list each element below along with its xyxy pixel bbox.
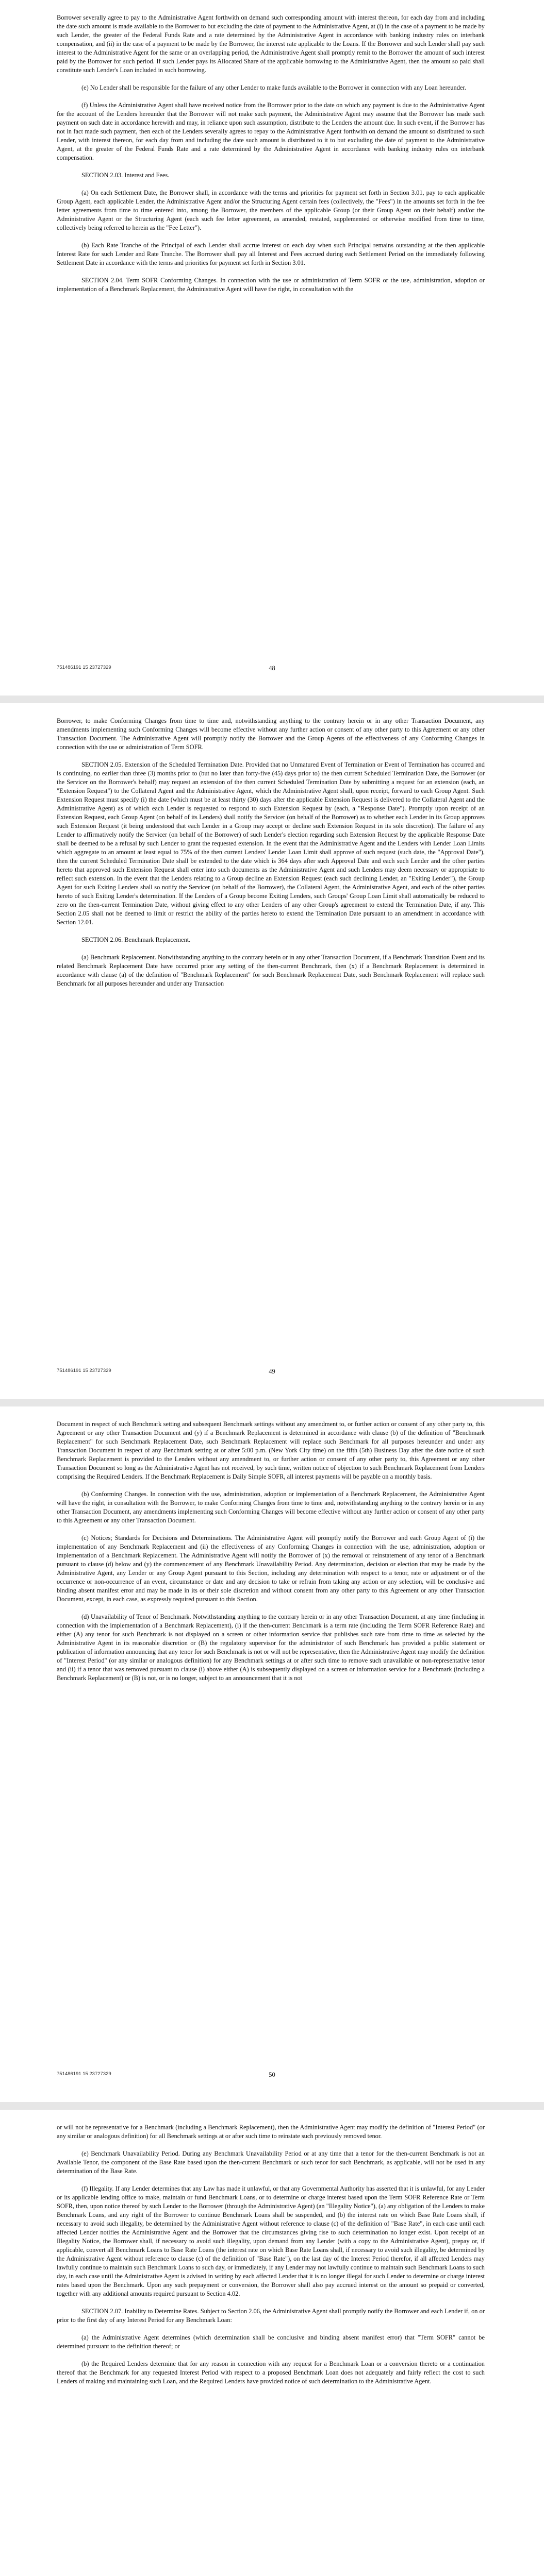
page-body	[57, 13, 485, 302]
paragraph: (e) No Lender shall be responsible for the failure of any other Lender to make funds available to the Borrower in connection with any Loan hereunder.	[81, 84, 466, 91]
paragraph: SECTION 2.05. Extension of the Scheduled Termination Date. Provided that no Unmatured Event of Termination or Event of Termination has occurred and is continuing, no earlier than three (3) months prior to (but no later than forty-five (45) days prior to) the then current Scheduled Termination Date, the Borrower (or the Servicer on the Borrower's behalf) may request an extension of the then current Scheduled Termination Date by submitting a request for an extension (each, an "Extension Request") to the Collateral Agent and the Administrative Agent, which the Administrative Agent shall, upon receipt, forward to each Group Agent. Such Extension Request must specify (i) the date (which must be at least thirty (30) days after the applicable Extension Request is delivered to the Collateral Agent and the Administrative Agent) as of which each Lender is requested to respond to such Extension Request by (each, a "Response Date"). Promptly upon receipt of an Extension Request, each Group Agent (on behalf of its Lenders) shall notify the Servicer (on behalf of the Borrower) as to whether each Lender in its Group approves such Extension Request (it being understood that each Lender in a Group may accept or decline such Extension Request in its sole discretion). The failure of any Lender to affirmatively notify the Servicer (on behalf of the Borrower) of such Lender's election regarding such Extension Request by the applicable Response Date shall be deemed to be a refusal by such Lender to grant the requested extension. In the event that the Administrative Agent and the Lenders with Lender Loan Limits which aggregate to an amount at least equal to 75% of the then current Lenders' Lender Loan Limit shall approve of such request (such date, the "Approval Date"), then the current Scheduled Termination Date shall be extended to the date which is 364 days after such Approval Date and each such Lender and the other parties hereto that approved such Extension Request shall enter into such documents as the Administrative Agent and such Lenders may deem necessary or appropriate to reflect such extension. In the event that the Lenders relating to a Group decline an Extension Request (each such declining Lender, an "Exiting Lender"), the Group Agent for such Exiting Lenders shall so notify the Servicer (on behalf of the Borrower), the Collateral Agent, the Administrative Agent, and each of the other parties hereto of such Exiting Lender's determination. If the Lenders of a Group become Exiting Lenders, such Groups' Group Loan Limit shall automatically be reduced to zero on the then-current Termination Date, without giving effect to any other Lenders of any other Group's agreement to extend the Termination Date, if any. This Section 2.05 shall not be deemed to limit or restrict the ability of the parties hereto to extend the Termination Date pursuant to an amendment in accordance with Section 12.01.	[57, 761, 485, 926]
document-page-51	[0, 2110, 544, 2576]
paragraph: Borrower, to make Conforming Changes from time to time and, notwithstanding anything to the contrary herein or in any other Transaction Document, any amendments implementing such Conforming Changes will become effective without any further action or consent of any other party to this Agreement or any other Transaction Document. The Administrative Agent will promptly notify the Borrower and the Group Agents of the effectiveness of any Conforming Changes in connection with the use or administration of Term SOFR.	[57, 717, 485, 751]
page-number: 49	[269, 1368, 275, 1375]
paragraph: (a) Benchmark Replacement. Notwithstanding anything to the contrary herein or in any other Transaction Document, if a Benchmark Transition Event and its related Benchmark Replacement Date have occurred prior any setting of the then-current Benchmark, then (x) if a Benchmark Replacement is determined in accordance with clause (a) of the definition of "Benchmark Replacement" for such Benchmark Replacement Date, such Benchmark Replacement will replace such Benchmark for all purposes hereunder and under any Transaction	[57, 954, 485, 987]
paragraph: Borrower severally agree to pay to the Administrative Agent forthwith on demand such corresponding amount with interest thereon, for each day from and including the date such amount is made available to the Borrower to but excluding the date of payment to the Administrative Agent, at (i) in the case of a payment to be made by such Lender, the greater of the Federal Funds Rate and a rate determined by the Administrative Agent in accordance with banking industry rules on interbank compensation, and (ii) in the case of a payment to be made by the Borrower, the interest rate applicable to the Loans. If the Borrower and such Lender shall pay such interest to the Administrative Agent for the same or an overlapping period, the Administrative Agent shall promptly remit to the Borrower the amount of such interest paid by the Borrower for such period. If such Lender pays its Allocated Share of the applicable borrowing to the Administrative Agent, then the amount so paid shall constitute such Lender's Loan included in such borrowing.	[57, 14, 485, 74]
document-page-50	[0, 1406, 544, 2102]
section-heading: SECTION 2.03. Interest and Fees.	[81, 172, 170, 179]
paragraph: (a) the Administrative Agent determines (which determination shall be conclusive and binding absent manifest error) that "Term SOFR" cannot be determined pursuant to the definition thereof; or	[57, 2334, 485, 2350]
page-body	[57, 2123, 485, 2395]
section-heading: SECTION 2.06. Benchmark Replacement.	[81, 936, 191, 943]
paragraph: (b) the Required Lenders determine that for any reason in connection with any request for a Benchmark Loan or a conversion thereto or a continuation thereof that the Benchmark for any requested Interest Period with respect to a proposed Benchmark Loan does not adequately and fairly reflect the cost to such Lenders of making and maintaining such Loan, and the Required Lenders have provided notice of such determination to the Administrative Agent.	[57, 2360, 485, 2385]
paragraph: SECTION 2.04. Term SOFR Conforming Changes. In connection with the use or administration of Term SOFR or the use, administration, adoption or implementation of a Benchmark Replacement, the Administrative Agent will have the right, in consultation with the	[57, 277, 485, 293]
paragraph: Document in respect of such Benchmark setting and subsequent Benchmark settings without any amendment to, or further action or consent of any other party to, this Agreement or any other Transaction Document and (y) if a Benchmark Replacement is determined in accordance with clause (b) of the definition of "Benchmark Replacement" for such Benchmark Replacement Date, such Benchmark Replacement will replace such Benchmark for all purposes hereunder and under any Transaction Document in respect of any Benchmark setting at or after 5:00 p.m. (New York City time) on the fifth (5th) Business Day after the date notice of such Benchmark Replacement is provided to the Lenders without any amendment to, or further action or consent of any other party to, this Agreement or any other Transaction Document so long as the Administrative Agent has not received, by such time, written notice of objection to such Benchmark Replacement from Lenders comprising the Required Lenders. If the Benchmark Replacement is Daily Simple SOFR, all interest payments will be payable on a monthly basis.	[57, 1420, 485, 1480]
paragraph: (b) Conforming Changes. In connection with the use, administration, adoption or implementation of a Benchmark Replacement, the Administrative Agent will have the right, in consultation with the Borrower, to make Conforming Changes from time to time and, notwithstanding anything to the contrary herein or in any other Transaction Document, any amendments implementing such Conforming Changes will become effective without any further action or consent of any other party to this Agreement or any other Transaction Document.	[57, 1490, 485, 1524]
page-body	[57, 1420, 485, 1691]
page-number: 50	[269, 2071, 275, 2078]
page-separator	[0, 696, 544, 703]
paragraph: (e) Benchmark Unavailability Period. During any Benchmark Unavailability Period or at any time that a tenor for the then-current Benchmark is not an Available Tenor, the component of the Base Rate based upon the then-current Benchmark or such tenor for such Benchmark, as applicable, will not be used in any determination of the Base Rate.	[57, 2150, 485, 2175]
document-page-48	[0, 0, 544, 696]
page-separator	[0, 1399, 544, 1406]
paragraph: (f) Unless the Administrative Agent shall have received notice from the Borrower prior to the date on which any payment is due to the Administrative Agent for the account of the Lenders hereunder that the Borrower will not make such payment, the Administrative Agent may assume that the Borrower has made such payment on such date in accordance herewith and may, in reliance upon such assumption, distribute to the Lenders the amount due. In such event, if the Borrower has not in fact made such payment, then each of the Lenders severally agrees to repay to the Administrative Agent forthwith on demand the amount so distributed to such Lender, with interest thereon, for each day from and including the date such amount is distributed to it to but excluding the date of payment to the Administrative Agent, at the greater of the Federal Funds Rate and a rate determined by the Administrative Agent in accordance with banking industry rules on interbank compensation.	[57, 101, 485, 161]
document-id: 751486191 15 23727329	[57, 1368, 111, 1374]
paragraph: (c) Notices; Standards for Decisions and Determinations. The Administrative Agent will promptly notify the Borrower and each Group Agent of (i) the implementation of any Benchmark Replacement and (ii) the effectiveness of any Conforming Changes in connection with the use, administration, adoption or implementation of a Benchmark Replacement. The Administrative Agent will notify the Borrower of (x) the removal or reinstatement of any tenor of a Benchmark pursuant to clause (d) below and (y) the commencement of any Benchmark Unavailability Period. Any determination, decision or election that may be made by the Administrative Agent, any Lender or any Group Agent pursuant to this Section, including any determination with respect to a tenor, rate or adjustment or of the occurrence or non-occurrence of an event, circumstance or date and any decision to take or refrain from taking any action or any selection, will be conclusive and binding absent manifest error and may be made in its or their sole discretion and without consent from any other party to this Agreement or any other Transaction Document, except, in each case, as expressly required pursuant to this Section.	[57, 1534, 485, 1603]
document-id: 751486191 15 23727329	[57, 665, 111, 670]
document-page-49	[0, 703, 544, 1399]
page-number: 48	[269, 665, 275, 672]
document-id: 751486191 15 23727329	[57, 2071, 111, 2077]
paragraph: (b) Each Rate Tranche of the Principal of each Lender shall accrue interest on each day when such Principal remains outstanding at the then applicable Interest Rate for such Lender and Rate Tranche. The Borrower shall pay all Interest and Fees accrued during each Settlement Period on the immediately following Settlement Date in accordance with the terms and priorities for payment set forth in Section 3.01.	[57, 242, 485, 266]
paragraph: (a) On each Settlement Date, the Borrower shall, in accordance with the terms and priorities for payment set forth in Section 3.01, pay to each applicable Group Agent, each applicable Lender, the Administrative Agent and/or the Structuring Agent certain fees (collectively, the "Fees") in the amounts set forth in the fee letter agreements from time to time entered into, among the Borrower, the members of the applicable Group (or their Group Agent on their behalf) and/or the Administrative Agent or the Structuring Agent (each such fee letter agreement, as amended, restated, supplemented or otherwise modified from time to time, collectively being referred to herein as the "Fee Letter").	[57, 189, 485, 231]
section-heading: SECTION 2.07. Inability to Determine Rates. Subject to Section 2.06, the Administrative Agent shall promptly notify the Borrower and each Lender if, on or prior to the first day of any Interest Period for any Benchmark Loan:	[57, 2308, 485, 2324]
paragraph: (d) Unavailability of Tenor of Benchmark. Notwithstanding anything to the contrary herein or in any other Transaction Document, at any time (including in connection with the implementation of a Benchmark Replacement), (i) if the then-current Benchmark is a term rate (including the Term SOFR Reference Rate) and either (A) any tenor for such Benchmark is not displayed on a screen or other information service that publishes such rate from time to time as selected by the Administrative Agent in its reasonable discretion or (B) the regulatory supervisor for the administrator of such Benchmark has provided a public statement or publication of information announcing that any tenor for such Benchmark is not or will not be representative, then the Administrative Agent may modify the definition of "Interest Period" (or any similar or analogous definition) for any Benchmark settings at or after such time to remove such unavailable or non-representative tenor and (ii) if a tenor that was removed pursuant to clause (i) above either (A) is subsequently displayed on a screen or information service for a Benchmark (including a Benchmark Replacement) or (B) is not, or is no longer, subject to an announcement that it is not	[57, 1613, 485, 1682]
page-separator	[0, 2102, 544, 2110]
paragraph: (f) Illegality. If any Lender determines that any Law has made it unlawful, or that any Governmental Authority has asserted that it is unlawful, for any Lender or its applicable lending office to make, maintain or fund Benchmark Loans, or to determine or charge interest based upon the Term SOFR Reference Rate or Term SOFR, then, upon notice thereof by such Lender to the Borrower (through the Administrative Agent) (an "Illegality Notice"), (a) any obligation of the Lenders to make Benchmark Loans, and any right of the Borrower to continue Benchmark Loans shall be suspended, and (b) the interest rate on which Base Rate Loans shall, if necessary to avoid such illegality, be determined by the Administrative Agent without reference to clause (c) of the definition of "Base Rate", in each case until each affected Lender notifies the Administrative Agent and the Borrower that the circumstances giving rise to such determination no longer exist. Upon receipt of an Illegality Notice, the Borrower shall, if necessary to avoid such illegality, upon demand from any Lender (with a copy to the Administrative Agent), prepay or, if applicable, convert all Benchmark Loans to Base Rate Loans (the interest rate on which Base Rate Loans shall, if necessary to avoid such illegality, be determined by the Administrative Agent without reference to clause (c) of the definition of "Base Rate"), on the last day of the Interest Period therefor, if all affected Lenders may lawfully continue to maintain such Benchmark Loans to such day, or immediately, if any Lender may not lawfully continue to maintain such Benchmark Loans to such day, in each case until the Administrative Agent is advised in writing by each affected Lender that it is no longer illegal for such Lender to determine or charge interest rates based upon the Benchmark. Upon any such prepayment or conversion, the Borrower shall also pay accrued interest on the amount so prepaid or converted, together with any additional amounts required pursuant to Section 4.02.	[57, 2185, 485, 2297]
paragraph: or will not be representative for a Benchmark (including a Benchmark Replacement), then the Administrative Agent may modify the definition of "Interest Period" (or any similar or analogous definition) for all Benchmark settings at or after such time to reinstate such previously removed tenor.	[57, 2124, 485, 2140]
page-body	[57, 717, 485, 997]
